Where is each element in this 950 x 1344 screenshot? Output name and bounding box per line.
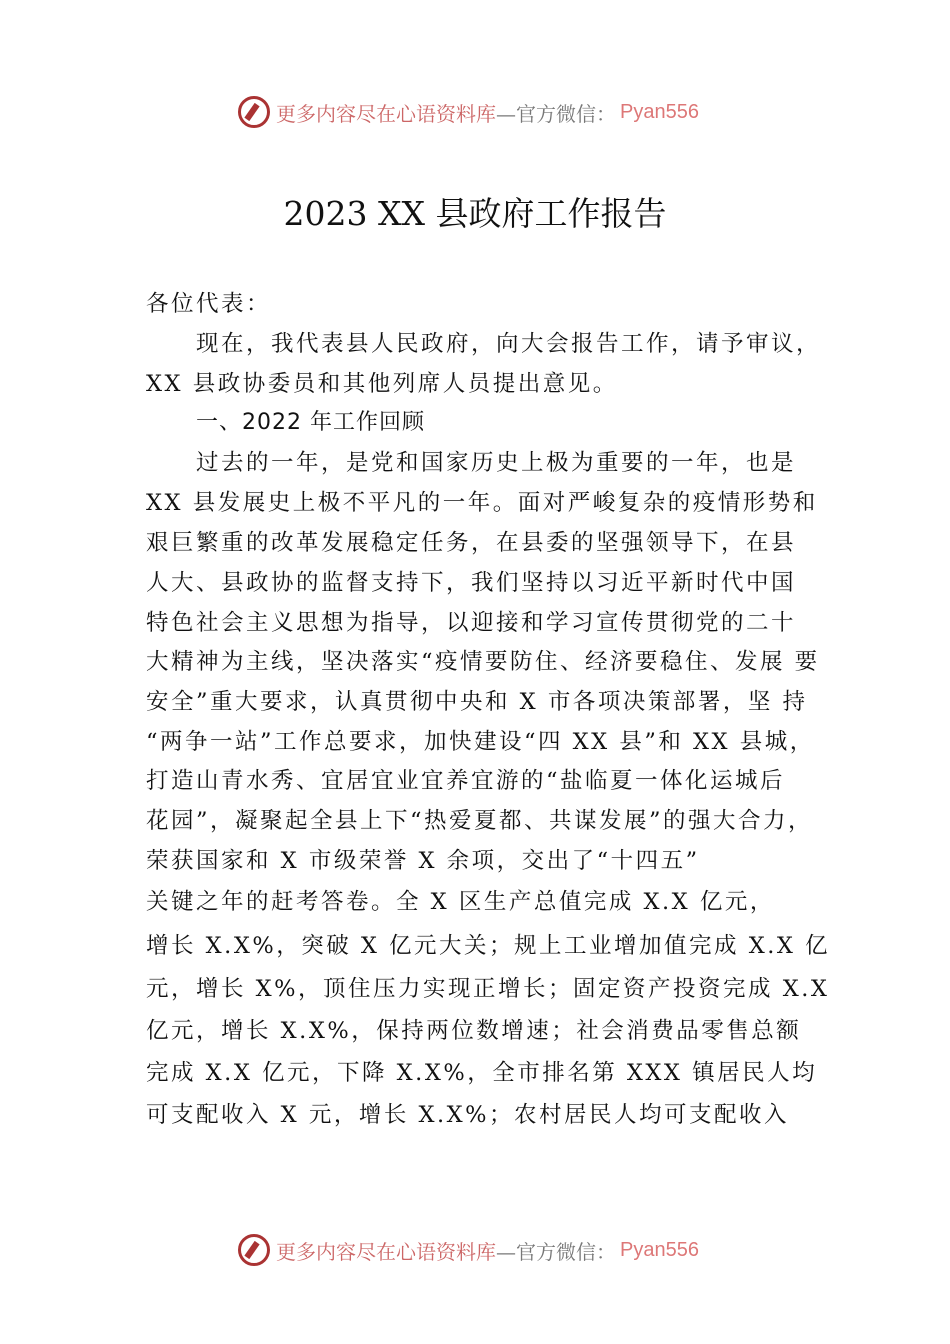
body-line: 完成 X.X 亿元，下降 X.X%，全市排名第 XXX 镇居民人均 [146,1060,818,1086]
watermark-site: 更多内容尽在心语资料库 [276,101,496,126]
watermark-id: Pyan556 [620,100,699,123]
body-line: 大精神为主线，坚决落实“疫情要防住、经济要稳住、发展 要 [146,649,820,675]
body-line: 花园”，凝聚起全县上下“热爱夏都、共谋发展”的强大合力， [146,808,814,834]
body-line: 人大、县政协的监督支持下，我们坚持以习近平新时代中国 [146,570,797,596]
body-line: 打造山青水秀、宜居宜业宜养宜游的“盐临夏一体化运城后 [146,768,786,794]
section-heading: 一、2022 年工作回顾 [196,410,425,435]
body-line: 元，增长 X%，顶住压力实现正增长；固定资产投资完成 X.X [146,976,830,1002]
pen-logo-icon [238,1234,270,1266]
salutation: 各位代表： [146,291,272,317]
document-title: 2023 XX 县政府工作报告 [283,194,667,233]
body-line: 现在，我代表县人民政府，向大会报告工作，请予审议， [196,331,822,357]
body-line: 特色社会主义思想为指导，以迎接和学习宣传贯彻党的二十 [146,610,797,636]
body-line: 关键之年的赶考答卷。全 X 区生产总值完成 X.X 亿元， [146,889,775,915]
body-line: 增长 X.X%，突破 X 亿元大关；规上工业增加值完成 X.X 亿 [146,933,831,959]
body-line: 可支配收入 X 元，增长 X.X%；农村居民人均可支配收入 [146,1102,790,1128]
body-line: 过去的一年，是党和国家历史上极为重要的一年，也是 [196,450,797,476]
body-line: XX 县政协委员和其他列席人员提出意见。 [146,371,618,397]
watermark-id: Pyan556 [620,1238,699,1261]
body-line: XX 县发展史上极不平凡的一年。面对严峻复杂的疫情形势和 [146,490,818,516]
watermark-footer [238,1234,699,1266]
body-line: 安全”重大要求，认真贯彻中央和 X 市各项决策部署，坚 持 [146,689,808,715]
watermark-sep: —官方微信： [496,1239,616,1264]
pen-logo-icon [238,96,270,128]
body-line: 亿元，增长 X.X%，保持两位数增速；社会消费品零售总额 [146,1018,802,1044]
body-line: 艰巨繁重的改革发展稳定任务，在县委的坚强领导下，在县 [146,530,797,556]
watermark-sep: —官方微信： [496,101,616,126]
body-line: “两争一站”工作总要求，加快建设“四 XX 县”和 XX 县城， [146,729,815,755]
watermark-site: 更多内容尽在心语资料库 [276,1239,496,1264]
body-line: 荣获国家和 X 市级荣誉 X 余项，交出了“十四五” [146,848,700,874]
watermark-header [238,96,699,128]
